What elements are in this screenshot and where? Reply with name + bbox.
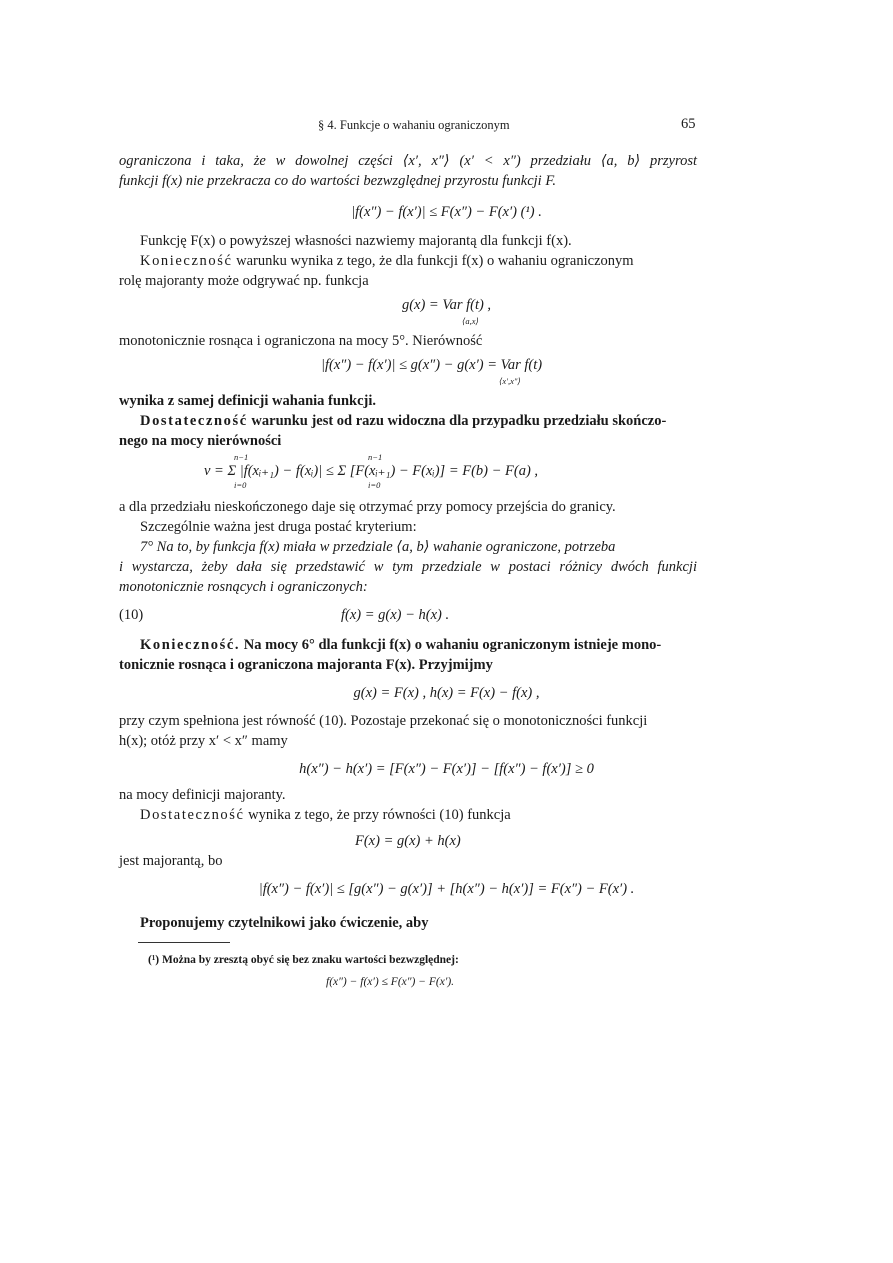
text-line: rolę majoranty może odgrywać np. funkcja bbox=[119, 273, 369, 289]
paragraph-sufficiency bbox=[140, 412, 666, 430]
text-line: nego na mocy nierówności bbox=[119, 433, 282, 449]
equation-4: v = Σ |f(xᵢ₊₁) − f(xᵢ)| ≤ Σ [F(xᵢ₊₁) − F(xᵢ)] = F(b) − F(a) , bbox=[204, 463, 539, 479]
running-title: § 4. Funkcje o wahaniu ograniczonym bbox=[318, 118, 510, 132]
equation-2: g(x) = Var f(t) , bbox=[401, 297, 492, 313]
necessity-label: Konieczność bbox=[140, 253, 233, 269]
necessity-proof-text: Na mocy 6° dla funkcji f(x) o wahaniu ograniczonym istnieje mono- bbox=[240, 637, 662, 653]
page-number: 65 bbox=[681, 116, 696, 132]
equation-2-subscript: ⟨a,x⟩ bbox=[462, 316, 479, 326]
text-line: przy czym spełniona jest równość (10). Pozostaje przekonać się o monotoniczności funkcji bbox=[119, 713, 648, 729]
footnote-divider bbox=[138, 942, 230, 943]
sufficiency-proof-label: Dostateczność bbox=[140, 807, 245, 823]
sufficiency-proof-text: wynika z tego, że przy równości (10) funkcja bbox=[244, 807, 511, 823]
text-line: wynika z samej definicji wahania funkcji. bbox=[119, 393, 376, 409]
sufficiency-text: warunku jest od razu widoczna dla przypadku przedziału skończo- bbox=[247, 413, 667, 429]
equation-3: |f(x″) − f(x′)| ≤ g(x″) − g(x′) = Var f(t) bbox=[321, 357, 543, 373]
theorem-line-2: funkcji f(x) nie przekracza co do wartości bezwzględnej przyrostu funkcji F. bbox=[119, 173, 556, 189]
text-line: monotonicznie rosnąca i ograniczona na mocy 5°. Nierówność bbox=[119, 333, 483, 349]
necessity-text: warunku wynika z tego, że dla funkcji f(x) o wahaniu ograniczonym bbox=[232, 253, 634, 269]
sufficiency-label: Dostateczność bbox=[140, 413, 248, 429]
sum-lower-limit: i=0 bbox=[368, 480, 381, 490]
sum-upper-limit: n−1 bbox=[368, 452, 383, 462]
text-line: Szczególnie ważna jest druga postać kryterium: bbox=[140, 519, 417, 535]
paragraph-majorant: Funkcję F(x) o powyższej własności nazwiemy majorantą dla funkcji f(x). bbox=[140, 233, 572, 249]
footnote-formula: f(x″) − f(x′) ≤ F(x″) − F(x′). bbox=[326, 976, 455, 988]
equation-7: h(x″) − h(x′) = [F(x″) − F(x′)] − [f(x″) − f(x′)] ≥ 0 bbox=[299, 761, 594, 777]
footnote-text: (¹) Można by zresztą obyć się bez znaku wartości bezwzględnej: bbox=[148, 954, 459, 966]
theorem-line-1: ograniczona i taka, że w dowolnej części ⟨x′, x″⟩ (x′ < x″) przedziału ⟨a, b⟩ przyrost bbox=[119, 153, 697, 169]
text-line: a dla przedziału nieskończonego daje się otrzymać przy pomocy przejścia do granicy. bbox=[119, 499, 616, 515]
sum-lower-limit: i=0 bbox=[234, 480, 247, 490]
text-line: h(x); otóż przy x′ < x″ mamy bbox=[119, 733, 288, 749]
theorem-7-line-2: i wystarcza, żeby dała się przedstawić w tym przedziale w postaci różnicy dwóch funkcji bbox=[119, 559, 697, 575]
equation-1: |f(x″) − f(x′)| ≤ F(x″) − F(x′) (¹) . bbox=[351, 204, 542, 220]
paragraph-sufficiency-proof bbox=[140, 806, 511, 824]
equation-8: F(x) = g(x) + h(x) bbox=[355, 833, 461, 849]
equation-6: g(x) = F(x) , h(x) = F(x) − f(x) , bbox=[353, 685, 540, 701]
text-line: jest majorantą, bo bbox=[119, 853, 223, 869]
necessity-proof-label: Konieczność. bbox=[140, 637, 241, 653]
equation-number: (10) bbox=[119, 607, 144, 623]
paragraph-necessity-proof bbox=[140, 636, 661, 654]
sum-upper-limit: n−1 bbox=[234, 452, 249, 462]
theorem-7-line-3: monotonicznie rosnących i ograniczonych: bbox=[119, 579, 368, 595]
theorem-7-line-1: 7° Na to, by funkcja f(x) miała w przedziale ⟨a, b⟩ wahanie ograniczone, potrzeba bbox=[140, 539, 616, 555]
equation-3-subscript: ⟨x′,x″⟩ bbox=[499, 376, 521, 386]
equation-5: f(x) = g(x) − h(x) . bbox=[341, 607, 450, 623]
equation-9: |f(x″) − f(x′)| ≤ [g(x″) − g(x′)] + [h(x″) − h(x′)] = F(x″) − F(x′) . bbox=[258, 881, 635, 897]
text-line: na mocy definicji majoranty. bbox=[119, 787, 286, 803]
text-line: Proponujemy czytelnikowi jako ćwiczenie, aby bbox=[140, 915, 429, 931]
text-line: tonicznie rosnąca i ograniczona majoranta F(x). Przyjmijmy bbox=[119, 657, 493, 673]
paragraph-necessity bbox=[140, 252, 634, 270]
